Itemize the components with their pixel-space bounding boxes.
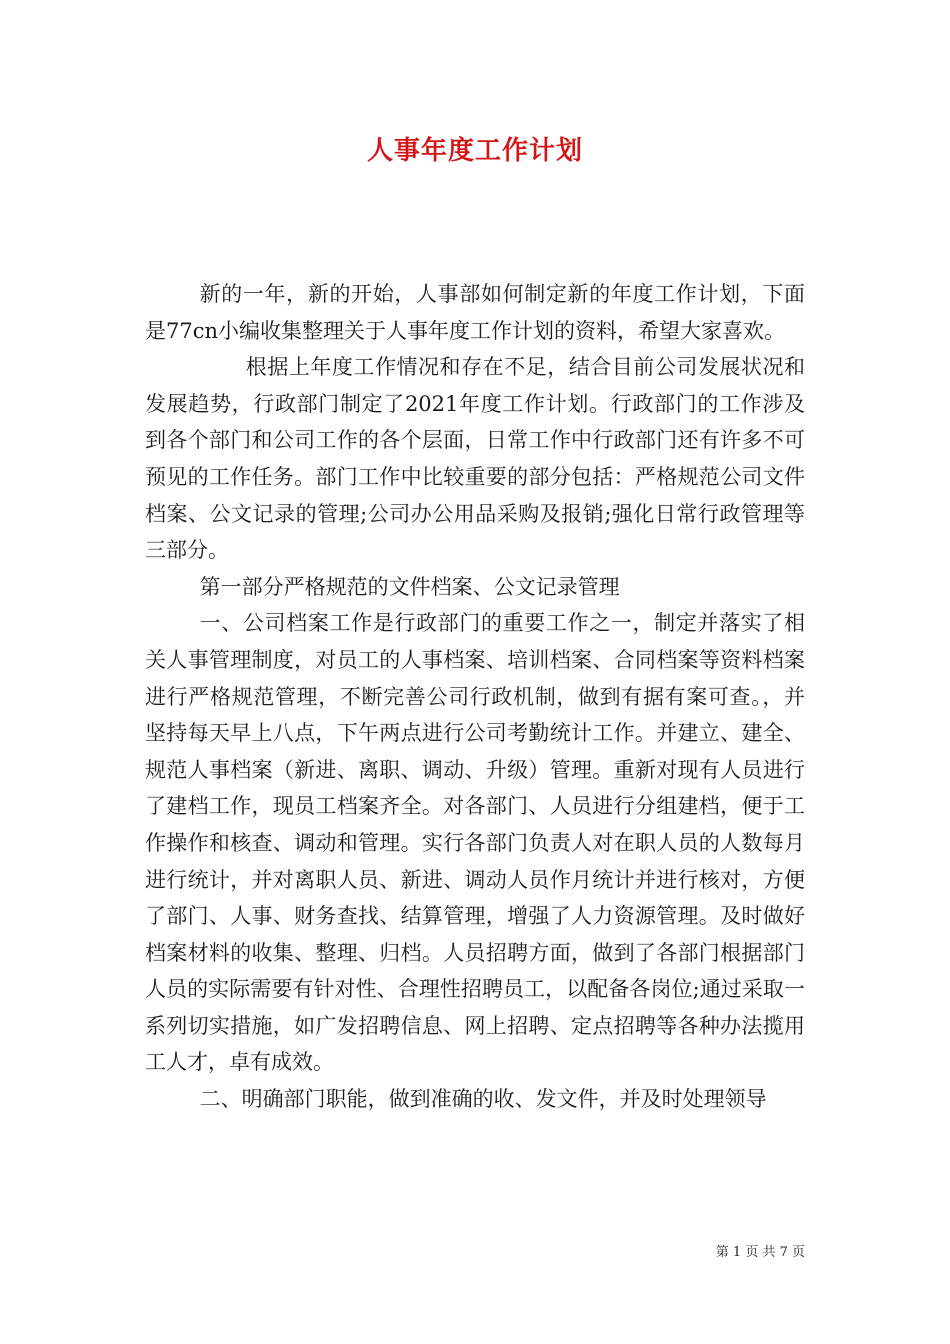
paragraph-functions: 二、明确部门职能，做到准确的收、发文件，并及时处理领导 — [199, 1087, 767, 1112]
paragraph-archives: 一、公司档案工作是行政部门的重要工作之一，制定并落实了相关人事管理制度，对员工的人事档案、培训档案、合同档案等资料档案进行严格规范管理，不断完善公司行政机制，做到有据有案可查。，并坚持每天早上八点，下午两点进行公司考勤统计工作。并建立、建全、规范人事档案（新进、离职、调动、升级）管理。重新对现有人员进行了建档工作，现员工档案齐全。对各部门、人员进行分组建档，便于工作操作和核查、调动和管理。实行各部门负责人对在职人员的人数每月进行统计，并对离职人员、新进、调动人员作月统计并进行核对，方便了部门、人事、财务查找、结算管理，增强了人力资源管理。及时做好档案材料的收集、整理、归档。人员招聘方面，做到了各部门根据部门人员的实际需要有针对性、合理性招聘员工，以配备各岗位;通过采取一系列切实措施，如广发招聘信息、网上招聘、定点招聘等各种办法揽用工人才，卓有成效。 — [145, 611, 805, 1075]
paragraph-overview: 根据上年度工作情况和存在不足，结合目前公司发展状况和发展趋势，行政部门制定了2021年度工作计划。行政部门的工作涉及到各个部门和公司工作的各个层面，日常工作中行政部门还有许多不可预见的工作任务。部门工作中比较重要的部分包括：严格规范公司文件档案、公文记录的管理;公司办公用品采购及报销;强化日常行政管理等三部分。 — [145, 355, 805, 563]
section-heading: 第一部分严格规范的文件档案、公文记录管理 — [199, 574, 620, 599]
paragraph-intro: 新的一年，新的开始，人事部如何制定新的年度工作计划，下面是77cn小编收集整理关于人事年度工作计划的资料，希望大家喜欢。 — [145, 282, 805, 343]
page-number: 第 1 页 共 7 页 — [715, 1245, 805, 1260]
document-body — [145, 276, 805, 1118]
document-title: 人事年度工作计划 — [366, 136, 583, 166]
